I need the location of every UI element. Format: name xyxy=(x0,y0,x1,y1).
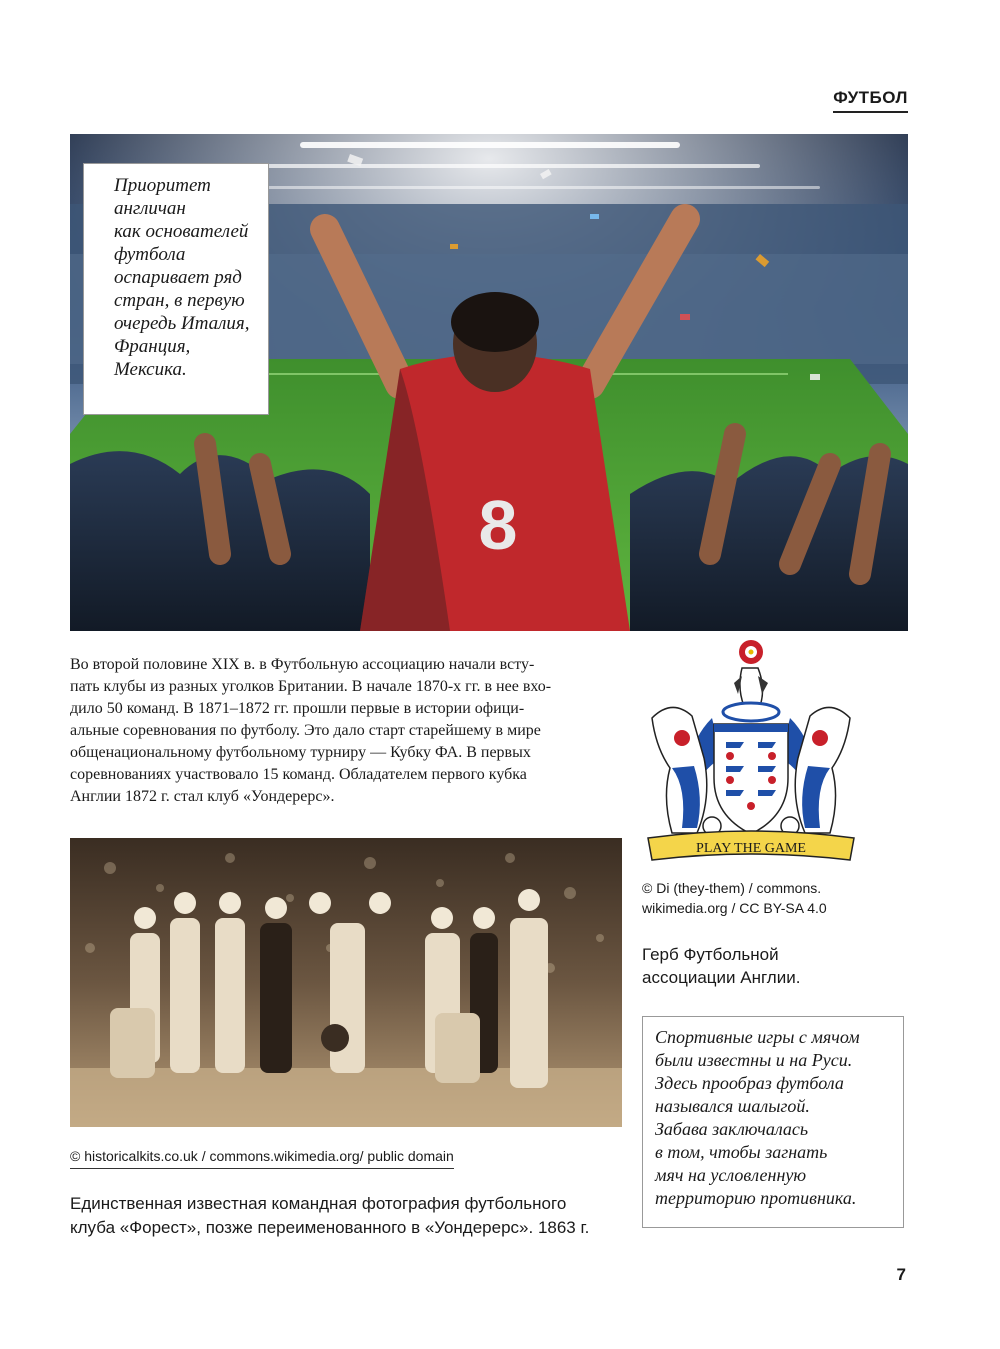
hero-note-line: Мексика. xyxy=(114,359,187,380)
rus-note-line: были известны и на Руси. xyxy=(655,1050,853,1070)
crest-motto: PLAY THE GAME xyxy=(696,841,806,856)
historic-team-photo xyxy=(70,838,622,1127)
rus-note-line: территорию противника. xyxy=(655,1188,857,1208)
crest-caption-line: ассоциации Англии. xyxy=(642,968,801,987)
body-line: соревнованиях участвовало 15 команд. Обладателем первого кубка xyxy=(70,766,527,783)
shield-icon xyxy=(714,724,788,834)
rus-note-line: назывался шалыгой. xyxy=(655,1096,810,1116)
fa-crest xyxy=(642,638,860,870)
hero-note-line: Приоритет xyxy=(114,175,211,196)
crest-caption-line: Герб Футбольной xyxy=(642,945,779,964)
photo-caption-line: клуба «Форест», позже переименованного в «Уондерерс». 1863 г. xyxy=(70,1218,590,1237)
body-line: альные соревнования по футболу. Это дало старт старейшему в мире xyxy=(70,722,541,739)
rus-note-line: Спортивные игры с мячом xyxy=(655,1027,860,1047)
rus-note-line: в том, чтобы загнать xyxy=(655,1142,828,1162)
rus-note-line: Забава заключалась xyxy=(655,1119,809,1139)
crest-caption xyxy=(642,943,902,989)
rus-note-line: Здесь прообраз футбола xyxy=(655,1073,844,1093)
rus-note-line: мяч на условленную xyxy=(655,1165,807,1185)
crest-credit xyxy=(642,878,902,918)
hero-note-line: очередь Италия, xyxy=(114,313,250,334)
hero-note-line: англичан xyxy=(114,198,186,219)
page-number: 7 xyxy=(896,1265,906,1284)
photo-caption-line: Единственная известная командная фотография футбольного xyxy=(70,1194,567,1213)
rus-note xyxy=(642,1016,904,1228)
hero-note-line: Франция, xyxy=(114,336,191,357)
rose-icon xyxy=(739,640,763,664)
section-tag: ФУТБОЛ xyxy=(833,88,908,113)
body-line: общенациональному футбольному турниру — Кубку ФА. В первых xyxy=(70,744,531,761)
body-line: пать клубы из разных уголков Британии. В начале 1870-х гг. в нее вхо- xyxy=(70,678,552,695)
crest-credit-line: wikimedia.org / CC BY-SA 4.0 xyxy=(642,900,827,916)
hero-note-line: как основателей xyxy=(114,221,249,242)
body-line: Англии 1872 г. стал клуб «Уондерерс». xyxy=(70,788,335,805)
body-line: Во второй половине XIX в. в Футбольную ассоциацию начали всту- xyxy=(70,656,535,673)
hero-note-line: оспаривает ряд xyxy=(114,267,242,288)
hero-note xyxy=(83,163,269,415)
photo-caption xyxy=(70,1192,630,1240)
lion-supporter-right xyxy=(795,707,850,833)
body-line: дило 50 команд. В 1871–1872 гг. прошли первые в истории офици- xyxy=(70,700,525,717)
photo-credit: © historicalkits.co.uk / commons.wikimedia.org/ public domain xyxy=(70,1147,454,1169)
lion-supporter-left xyxy=(652,707,707,833)
crest-credit-line: © Di (they-them) / commons. xyxy=(642,880,822,896)
jersey-number: 8 xyxy=(478,486,518,564)
hero-note-line: стран, в первую xyxy=(114,290,245,311)
body-paragraph xyxy=(70,654,622,808)
hero-note-line: футбола xyxy=(114,244,186,265)
